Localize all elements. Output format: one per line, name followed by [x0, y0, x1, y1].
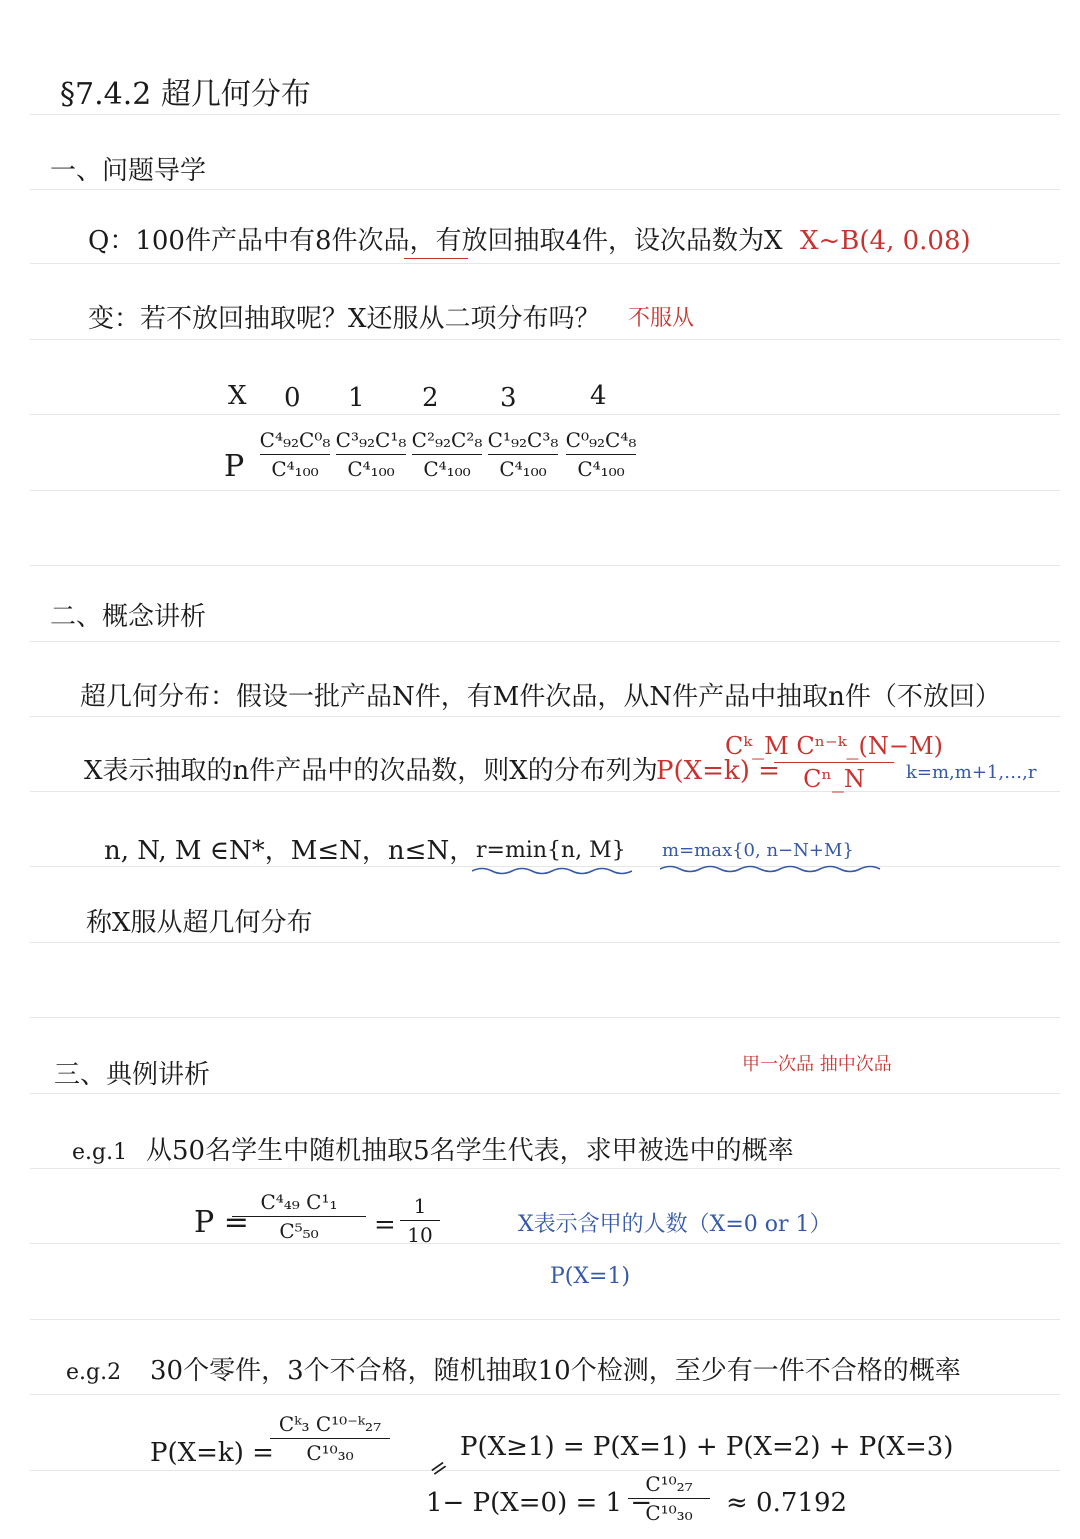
table-value: 4	[590, 381, 607, 411]
eg2-approx: ≈ 0.7192	[726, 1488, 848, 1518]
eg2-complement-numerator: C¹⁰₂₇	[645, 1472, 693, 1496]
eg2-fraction	[270, 1414, 390, 1463]
ruled-line	[30, 339, 1060, 340]
eg1-p-lhs: P =	[194, 1205, 249, 1240]
ruled-line	[30, 1394, 1060, 1395]
eg1-denominator: C⁵₅₀	[279, 1219, 319, 1243]
r-definition: r=min{n, M}	[476, 838, 626, 863]
prob-denominator: C⁴₁₀₀	[577, 457, 625, 481]
ruled-line	[30, 641, 1060, 642]
table-value: 1	[348, 383, 365, 413]
table-x-label: X	[228, 381, 247, 411]
ruled-line	[30, 942, 1060, 943]
table-prob	[336, 430, 406, 479]
ruled-line	[30, 1243, 1060, 1244]
eg1-equals: =	[374, 1210, 396, 1240]
eg2-complement-fraction	[628, 1474, 710, 1523]
eg1-numerator: C⁴₄₉ C¹₁	[260, 1190, 338, 1214]
eg1-note-2: P(X=1)	[550, 1264, 631, 1289]
question-answer: X~B(4, 0.08)	[800, 226, 971, 256]
eg2-p-lhs: P(X=k) =	[150, 1438, 274, 1468]
table-prob	[260, 430, 330, 479]
eg1-result	[400, 1196, 440, 1245]
table-value: 0	[284, 383, 301, 413]
k-range: k=m,m+1,…,r	[906, 762, 1037, 783]
prob-denominator: C⁴₁₀₀	[271, 457, 319, 481]
example-2-text: 30个零件，3个不合格，随机抽取10个检测，至少有一件不合格的概率	[150, 1356, 961, 1386]
eg2-sum-line: P(X≥1) = P(X=1) + P(X=2) + P(X=3)	[460, 1432, 954, 1462]
prob-numerator: C¹₉₂C³₈	[487, 428, 559, 452]
ruled-line	[30, 414, 1060, 415]
prob-denominator: C⁴₁₀₀	[499, 457, 547, 481]
ruled-line	[30, 490, 1060, 491]
prob-numerator: C⁴₉₂C⁰₈	[259, 428, 331, 452]
section-1-heading: 一、问题导学	[50, 156, 207, 186]
eg2-denominator: C¹⁰₃₀	[306, 1441, 354, 1465]
ruled-line	[30, 263, 1060, 264]
formula-numerator: Cᵏ_M Cⁿ⁻ᵏ_(N−M)	[725, 732, 943, 760]
formula-lhs: P(X=k) =	[656, 756, 780, 786]
m-definition: m=max{0, n−N+M}	[662, 840, 854, 861]
section-3-heading: 三、典例讲析	[54, 1060, 211, 1090]
formula-fraction	[725, 732, 943, 793]
ruled-line	[30, 1319, 1060, 1320]
ruled-line	[30, 1470, 1060, 1471]
table-value: 2	[422, 383, 439, 413]
table-prob	[566, 430, 636, 479]
variant-line: 变：若不放回抽取呢？X还服从二项分布吗？	[88, 304, 601, 334]
eg1-note: X表示含甲的人数（X=0 or 1）	[518, 1212, 832, 1237]
distribution-line: X表示抽取的n件产品中的次品数，则X的分布列为	[84, 756, 658, 786]
condition-line: n, N, M ∈N*，M≤N，n≤N，	[104, 836, 476, 866]
example-1-label: e.g.1	[72, 1140, 128, 1165]
ruled-line	[30, 791, 1060, 792]
prob-numerator: C³₉₂C¹₈	[335, 428, 407, 452]
prob-numerator: C⁰₉₂C⁴₈	[565, 428, 637, 452]
formula-denominator: Cⁿ_N	[803, 765, 865, 793]
conclusion-line: 称X服从超几何分布	[86, 908, 313, 938]
prob-denominator: C⁴₁₀₀	[423, 457, 471, 481]
table-p-label: P	[224, 449, 245, 484]
eg1-result-numerator: 1	[413, 1194, 427, 1218]
ruled-line	[30, 716, 1060, 717]
eg2-complement: 1− P(X=0) = 1 −	[426, 1488, 653, 1518]
definition-line: 超几何分布：假设一批产品N件，有M件次品，从N件产品中抽取n件（不放回）	[80, 682, 1001, 712]
side-note: 甲一次品 抽中次品	[742, 1054, 892, 1075]
example-2-label: e.g.2	[66, 1360, 122, 1385]
emphasis-underline	[404, 258, 468, 259]
wavy-underline	[472, 866, 632, 876]
page-title: §7.4.2 超几何分布	[60, 77, 311, 112]
example-1-text: 从50名学生中随机抽取5名学生代表，求甲被选中的概率	[146, 1136, 794, 1166]
eg1-result-denominator: 10	[407, 1223, 433, 1247]
eg1-fraction	[232, 1192, 366, 1241]
eg2-equals-mark: =	[424, 1453, 454, 1485]
ruled-line	[30, 565, 1060, 566]
prob-numerator: C²₉₂C²₈	[411, 428, 483, 452]
table-value: 3	[500, 383, 517, 413]
prob-denominator: C⁴₁₀₀	[347, 457, 395, 481]
table-prob	[412, 430, 482, 479]
wavy-underline	[660, 864, 882, 874]
question-line: Q：100件产品中有8件次品，有放回抽取4件，设次品数为X	[88, 226, 783, 256]
ruled-line	[30, 189, 1060, 190]
variant-answer: 不服从	[628, 306, 695, 331]
section-2-heading: 二、概念讲析	[50, 602, 207, 632]
eg2-complement-denominator: C¹⁰₃₀	[645, 1501, 693, 1525]
table-prob	[488, 430, 558, 479]
ruled-line	[30, 114, 1060, 115]
ruled-line	[30, 1168, 1060, 1169]
ruled-line	[30, 1093, 1060, 1094]
eg2-numerator: Cᵏ₃ C¹⁰⁻ᵏ₂₇	[278, 1412, 382, 1436]
ruled-line	[30, 1017, 1060, 1018]
